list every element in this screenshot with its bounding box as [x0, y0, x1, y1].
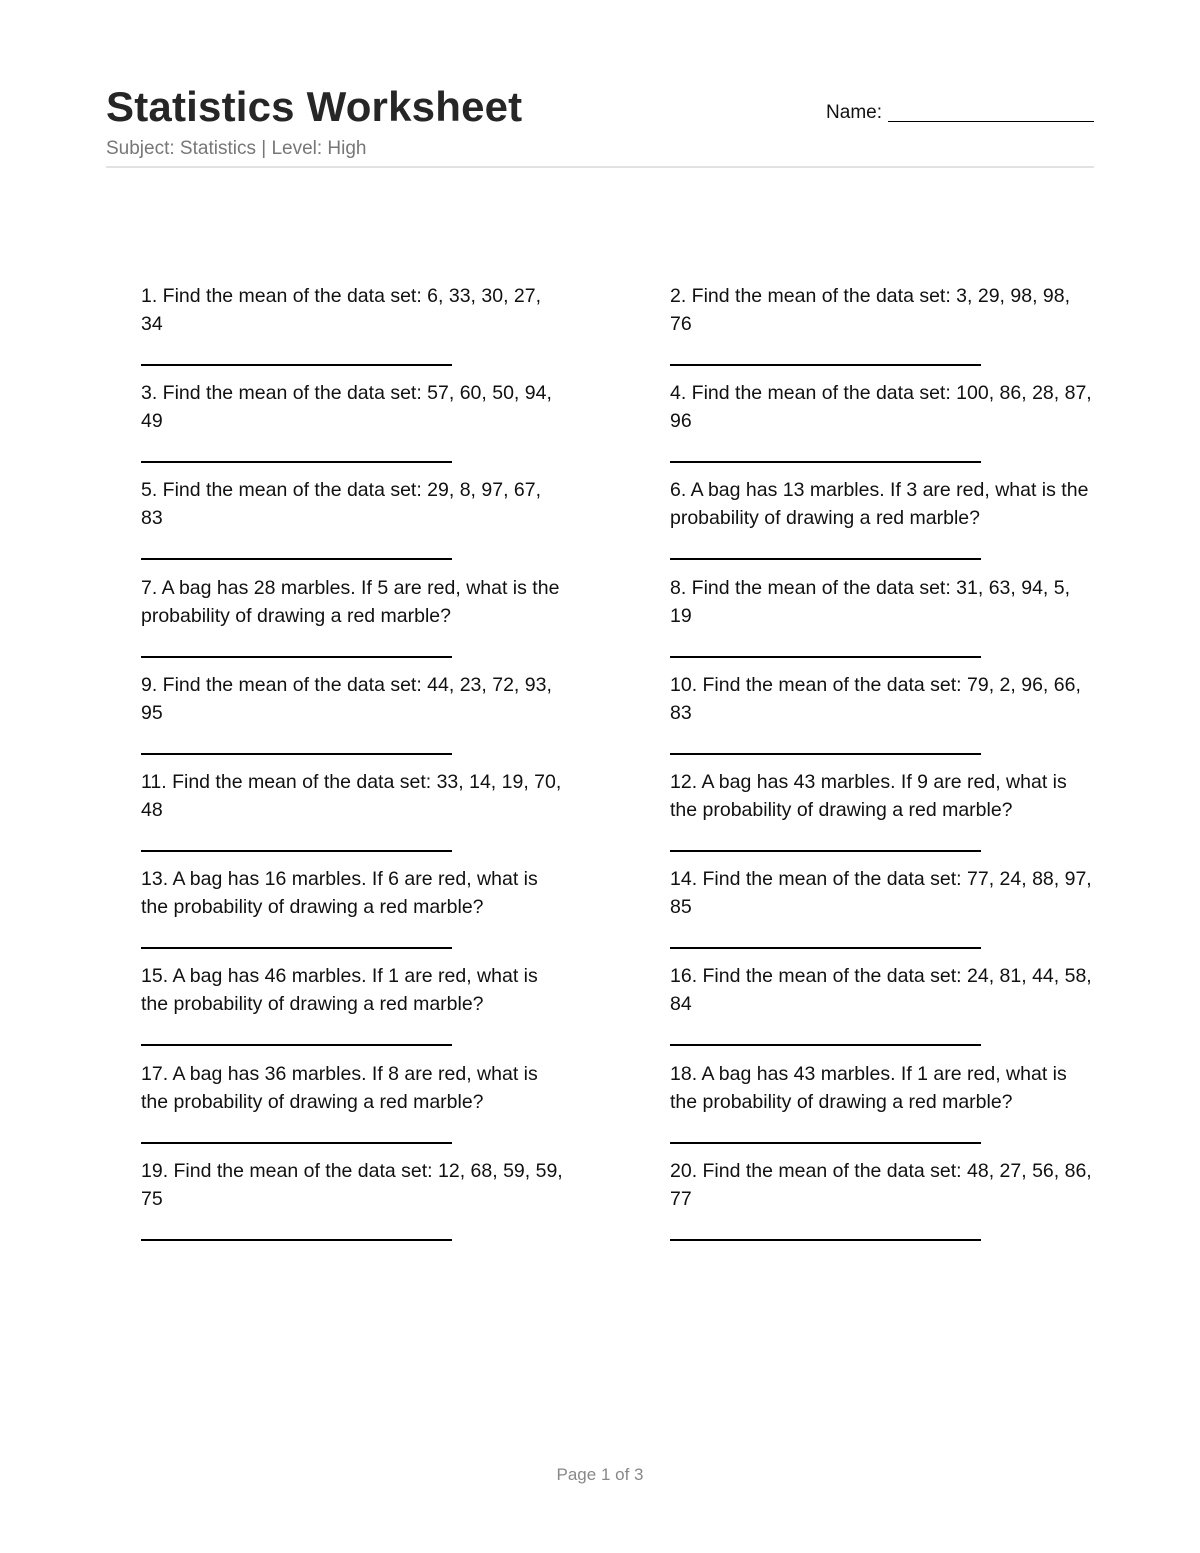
question-item	[141, 962, 670, 1059]
answer-line[interactable]	[670, 1142, 981, 1144]
question-text: 20. Find the mean of the data set: 48, 27, 56, 86, 77	[670, 1159, 1092, 1210]
answer-line[interactable]	[141, 753, 452, 755]
question-text: 11. Find the mean of the data set: 33, 14, 19, 70, 48	[141, 770, 562, 821]
question-text: 16. Find the mean of the data set: 24, 81, 44, 58, 84	[670, 965, 1092, 1016]
question-text: 1. Find the mean of the data set: 6, 33, 30, 27, 34	[141, 285, 542, 335]
question-text: 3. Find the mean of the data set: 57, 60, 50, 94, 49	[141, 382, 552, 433]
page-title: Statistics Worksheet	[106, 83, 523, 130]
question-item	[670, 768, 1101, 865]
question-text: 7. A bag has 28 marbles. If 5 are red, what is the probability of drawing a red marble?	[141, 576, 560, 627]
question-item	[141, 574, 670, 671]
question-item	[670, 962, 1101, 1059]
answer-line[interactable]	[141, 1044, 452, 1046]
question-text: 12. A bag has 43 marbles. If 9 are red, what is the probability of drawing a red marble?	[670, 770, 1067, 821]
answer-line[interactable]	[141, 1142, 452, 1144]
answer-line[interactable]	[141, 1239, 452, 1241]
answer-line[interactable]	[670, 1239, 981, 1241]
question-item	[670, 1060, 1101, 1157]
question-item	[141, 671, 670, 768]
question-item	[670, 476, 1101, 573]
worksheet-header	[106, 78, 1094, 168]
answer-line[interactable]	[670, 364, 981, 366]
question-text: 2. Find the mean of the data set: 3, 29, 98, 98, 76	[670, 285, 1071, 335]
answer-line[interactable]	[670, 947, 981, 949]
question-item	[670, 574, 1101, 671]
name-field[interactable]	[826, 102, 1094, 124]
answer-line[interactable]	[141, 850, 452, 852]
question-item	[141, 379, 670, 476]
page-number: Page 1 of 3	[556, 1465, 644, 1484]
question-item	[670, 282, 1101, 379]
answer-line[interactable]	[670, 656, 981, 658]
question-grid	[141, 282, 1101, 1254]
question-text: 10. Find the mean of the data set: 79, 2, 96, 66, 83	[670, 673, 1081, 724]
answer-line[interactable]	[670, 753, 981, 755]
question-text: 4. Find the mean of the data set: 100, 86, 28, 87, 96	[670, 382, 1092, 433]
question-item	[670, 671, 1101, 768]
question-text: 14. Find the mean of the data set: 77, 24, 88, 97, 85	[670, 868, 1092, 919]
question-text: 6. A bag has 13 marbles. If 3 are red, what is the probability of drawing a red marble?	[670, 479, 1089, 530]
answer-line[interactable]	[141, 656, 452, 658]
question-item	[141, 1157, 670, 1254]
question-item	[141, 476, 670, 573]
name-label: Name:	[826, 102, 882, 123]
answer-line[interactable]	[141, 558, 452, 560]
question-item	[141, 768, 670, 865]
question-item	[141, 282, 670, 379]
question-item	[670, 865, 1101, 962]
question-item	[141, 865, 670, 962]
answer-line[interactable]	[670, 850, 981, 852]
question-text: 9. Find the mean of the data set: 44, 23, 72, 93, 95	[141, 673, 552, 724]
question-text: 8. Find the mean of the data set: 31, 63, 94, 5, 19	[670, 576, 1071, 627]
page-subtitle: Subject: Statistics | Level: High	[106, 138, 367, 159]
question-item	[670, 1157, 1101, 1254]
question-item	[141, 1060, 670, 1157]
answer-line[interactable]	[141, 364, 452, 366]
question-text: 5. Find the mean of the data set: 29, 8, 97, 67, 83	[141, 479, 542, 530]
answer-line[interactable]	[141, 461, 452, 463]
question-text: 13. A bag has 16 marbles. If 6 are red, what is the probability of drawing a red marble?	[141, 868, 538, 919]
question-text: 19. Find the mean of the data set: 12, 68, 59, 59, 75	[141, 1159, 563, 1210]
question-text: 15. A bag has 46 marbles. If 1 are red, what is the probability of drawing a red marble?	[141, 965, 538, 1016]
answer-line[interactable]	[670, 1044, 981, 1046]
name-input-line[interactable]	[888, 120, 1094, 122]
answer-line[interactable]	[141, 947, 452, 949]
answer-line[interactable]	[670, 558, 981, 560]
answer-line[interactable]	[670, 461, 981, 463]
question-item	[670, 379, 1101, 476]
question-text: 18. A bag has 43 marbles. If 1 are red, what is the probability of drawing a red marble?	[670, 1062, 1067, 1113]
question-text: 17. A bag has 36 marbles. If 8 are red, what is the probability of drawing a red marble?	[141, 1062, 538, 1113]
